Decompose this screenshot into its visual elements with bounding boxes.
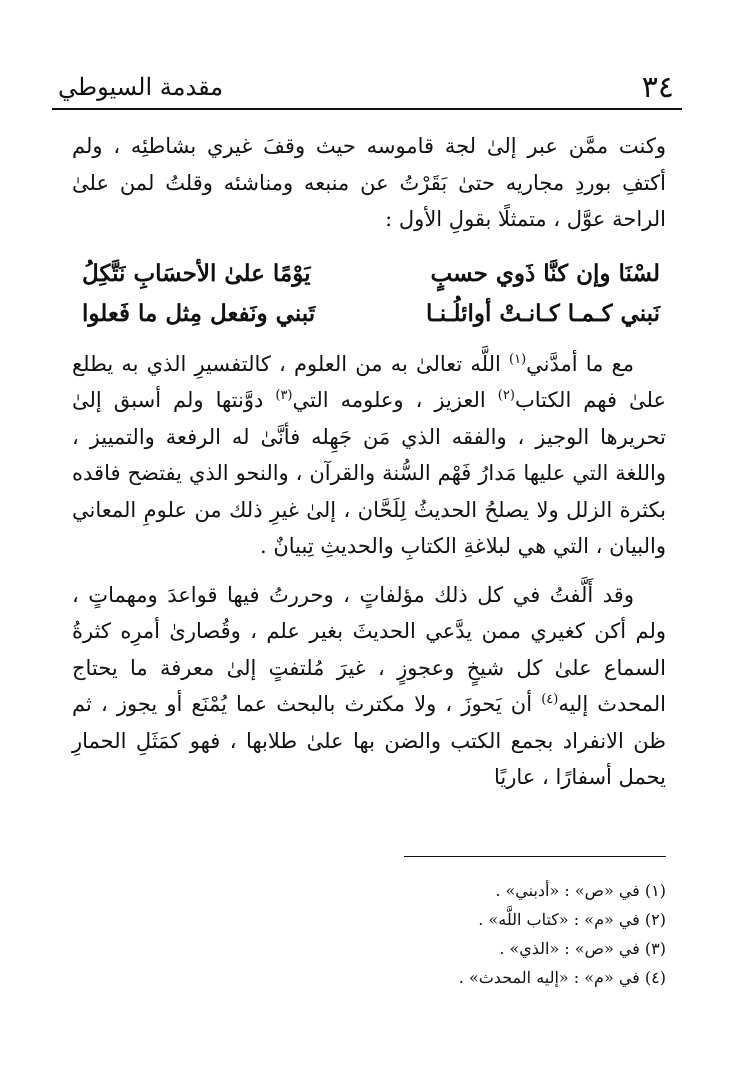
poem-first-hemistich: لسْنَا وإن كنَّا ذَوي حسبٍ bbox=[430, 259, 660, 287]
header-rule bbox=[52, 108, 682, 110]
page-header bbox=[52, 62, 682, 110]
poem-second-hemistich: تَبني ونَفعل مِثل ما فَعلوا bbox=[82, 299, 316, 327]
paragraph-intro: وكنت ممَّن عبر إلىٰ لجة قاموسه حيث وقفَ غيري بشاطئِه ، ولم أكتفِ بوردِ مجاريه حتىٰ بَقَرْتُ عن منبعه ومناشئه وقلتُ لمن علىٰ الراحة عوَّل ، متمثلًا بقولِ الأول : bbox=[72, 134, 666, 231]
footnotes bbox=[72, 876, 666, 992]
footnote-item: (٢) في «م» : «كتاب اللَّه» . bbox=[478, 910, 666, 929]
footnote-reference[interactable]: (٢) bbox=[497, 388, 515, 403]
running-title: مقدمة السيوطي bbox=[58, 73, 224, 101]
paragraph-text: أن يَحوزَ ، ولا مكترث بالبحث عما يُمْنَع أو يجوز ، ثم ظن الانفراد بجمع الكتب والضن بها علىٰ طلابها ، فهو كمَثَلِ الحمارِ يحمل أسفارًا ، عاريًا bbox=[72, 692, 666, 789]
footnote-reference[interactable]: (٤) bbox=[541, 692, 559, 707]
paragraph-works bbox=[72, 577, 666, 796]
poem-second-hemistich: يَوْمًا علىٰ الأحسَابِ نَتَّكِلُ bbox=[82, 259, 311, 287]
footnote-reference[interactable]: (١) bbox=[509, 351, 527, 367]
poem-verse bbox=[72, 254, 666, 294]
paragraph-sciences bbox=[72, 346, 666, 565]
footnote-item: (١) في «ص» : «أدبني» . bbox=[495, 881, 666, 900]
footnote-separator bbox=[404, 856, 666, 857]
paragraph-text: وقد أَلَّفتُ في كل ذلك مؤلفاتٍ ، وحررتُ فيها قواعدَ ومهماتٍ ، ولم أكن كغيري ممن يدَّعي الحديثَ بغير علم ، وقُصارىٰ أمرِه كثرةُ السماع علىٰ كل شيخٍ وعجوزٍ ، غيرَ مُلتفتٍ إلىٰ معرفة ما يحتاج المحدث إليه bbox=[72, 582, 666, 716]
paragraph-text: اللَّه تعالىٰ به من العلوم ، كالتفسيرِ الذي به يطلع علىٰ فهم الكتاب bbox=[72, 351, 666, 412]
paragraph-text: دوَّنتها ولم أسبق إلىٰ تحريرها الوجيز ، والفقه الذي مَن جَهِله فأنَّىٰ له الرفعة والتمييز ، واللغة التي عليها مَدارُ فَهْم السُّنة والقرآن ، والنحو الذي يفتضح فاقده بكثرة الزلل ولا يصلحُ الحديثُ لِلَحَّان ، إلىٰ غيرِ ذلك من علومِ المعاني والبيان ، التي هي لبلاغةِ الكتابِ والحديثِ تِبيانٌ . bbox=[72, 388, 666, 558]
poem-verse bbox=[72, 294, 666, 334]
poem-first-hemistich: نَبني كـمـا كـانـتْ أوائلُـنـا bbox=[426, 299, 660, 327]
page-number: ٣٤ bbox=[641, 70, 674, 105]
main-text bbox=[72, 128, 666, 796]
footnote-reference[interactable]: (٣) bbox=[275, 388, 293, 403]
footnote-item: (٤) في «م» : «إليه المحدث» . bbox=[458, 968, 666, 987]
paragraph-text: مع ما أمدَّني bbox=[526, 351, 634, 376]
paragraph-text: العزيز ، وعلومه التي bbox=[292, 388, 498, 412]
footnote-item: (٣) في «ص» : «الذي» . bbox=[499, 939, 666, 958]
poem bbox=[72, 254, 666, 334]
